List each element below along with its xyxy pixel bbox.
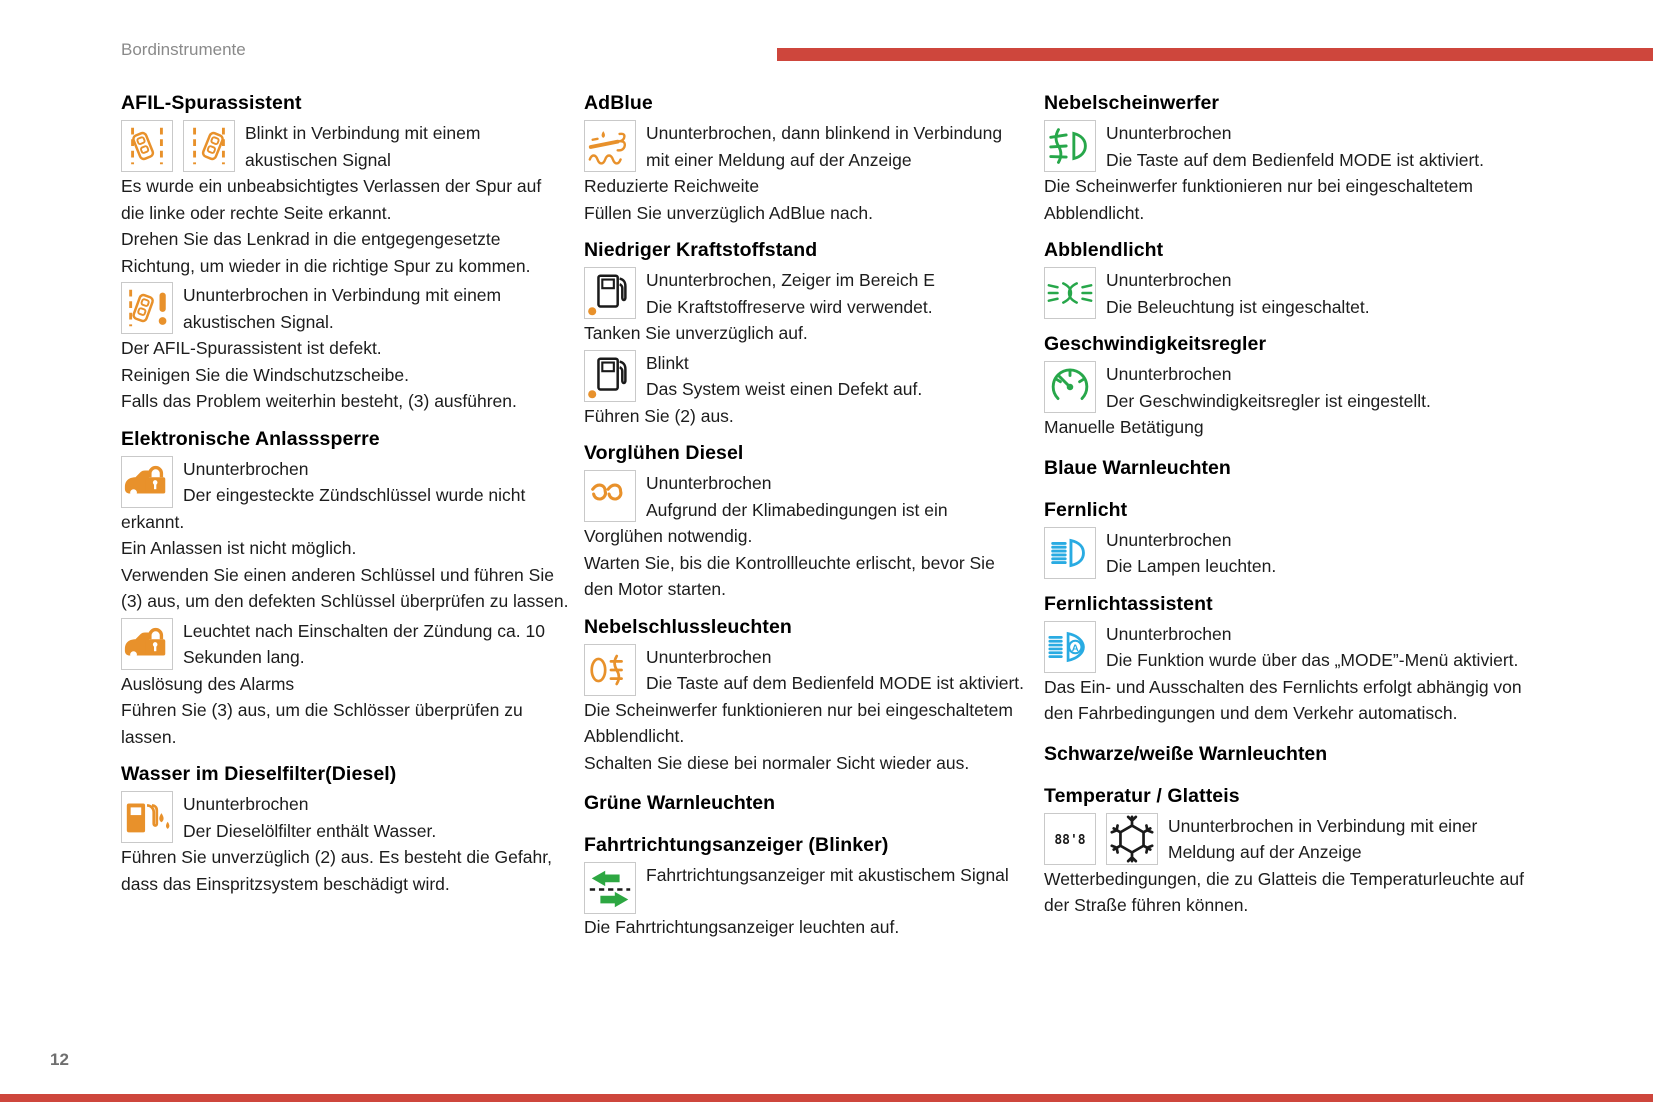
- glow-plug-icon: [584, 470, 636, 522]
- indicator-text: Aufgrund der Klimabedingungen ist ein Vorglühen notwendig.: [584, 499, 948, 546]
- section-title: Elektronische Anlasssperre: [121, 427, 380, 450]
- temperature-display-icon: [1044, 813, 1096, 865]
- section-title: Temperatur / Glatteis: [1044, 784, 1240, 807]
- paragraph: Die Scheinwerfer funktionieren nur bei eingeschaltetem Abblendlicht.: [584, 699, 1013, 746]
- indicator-entry: [1044, 267, 1544, 320]
- indicator-text: Der eingesteckte Zündschlüssel wurde nicht erkannt.: [121, 485, 526, 532]
- indicator-entry: [121, 618, 569, 671]
- indicator-text: Ununterbrochen in Verbindung mit einer Meldung auf der Anzeige: [1168, 815, 1478, 862]
- page-title: Bordinstrumente: [121, 40, 246, 59]
- high-beam-assist-icon: [1044, 621, 1096, 673]
- section-title: Fernlichtassistent: [1044, 592, 1213, 615]
- indicator-entry: [584, 350, 1027, 403]
- indicator-entry: [584, 644, 1027, 697]
- low-beam-icon: [1044, 267, 1096, 319]
- immobilizer-icon: [121, 618, 173, 670]
- section-title: AFIL-Spurassistent: [121, 92, 302, 114]
- svg-text:A: A: [1071, 642, 1079, 654]
- paragraph: Füllen Sie unverzüglich AdBlue nach.: [584, 202, 873, 223]
- paragraph: Manuelle Betätigung: [1044, 417, 1204, 437]
- indicator-text: Die Funktion wurde über das „MODE”-Menü aktiviert.: [1106, 650, 1519, 670]
- paragraph: Die Scheinwerfer funktionieren nur bei eingeschaltetem Abblendlicht.: [1044, 176, 1473, 223]
- indicator-text: Ununterbrochen in Verbindung mit einem akustischen Signal.: [183, 285, 502, 332]
- section-title: Abblendlicht: [1044, 239, 1164, 261]
- paragraph: Schalten Sie diese bei normaler Sicht wieder aus.: [584, 752, 970, 773]
- column-1: [121, 92, 569, 897]
- paragraph: Es wurde ein unbeabsichtigtes Verlassen der Spur auf die linke oder rechte Seite erkannt.: [121, 176, 542, 223]
- section-title: Fernlicht: [1044, 498, 1128, 521]
- lane-departure-left-icon: [121, 120, 173, 172]
- indicator-text: Blinkt in Verbindung mit einem akustischen Signal: [245, 123, 481, 170]
- page-number: 12: [50, 1050, 69, 1069]
- adblue-icon: [584, 120, 636, 172]
- indicator-text: Blinkt: [646, 352, 689, 373]
- temperature-display-value: 88'8: [1054, 832, 1086, 848]
- section-title: AdBlue: [584, 92, 653, 114]
- indicator-text: Die Taste auf dem Bedienfeld MODE ist aktiviert.: [646, 673, 1025, 693]
- paragraph: Tanken Sie unverzüglich auf.: [584, 323, 808, 343]
- bottom-accent-bar: [0, 1094, 1653, 1102]
- indicator-entry: [121, 791, 569, 844]
- indicator-text: Ununterbrochen: [1106, 364, 1232, 384]
- indicator-entry: [1044, 813, 1544, 866]
- indicator-text: Ununterbrochen: [1106, 270, 1232, 290]
- indicator-text: Ununterbrochen: [1106, 623, 1232, 644]
- indicator-entry: [121, 120, 569, 173]
- section-title: Niedriger Kraftstoffstand: [584, 239, 818, 261]
- lane-departure-fault-icon: [121, 282, 173, 334]
- indicator-text: Der Dieselölfilter enthält Wasser.: [183, 820, 437, 841]
- indicator-text: Ununterbrochen: [183, 458, 309, 479]
- indicator-text: Die Lampen leuchten.: [1106, 556, 1277, 576]
- indicator-entry: [1044, 621, 1544, 674]
- indicator-entry: [584, 862, 1027, 889]
- rear-fog-lights-icon: [584, 644, 636, 696]
- group-title: Grüne Warnleuchten: [584, 792, 776, 814]
- paragraph: Reinigen Sie die Windschutzscheibe.: [121, 364, 409, 385]
- paragraph: Der AFIL-Spurassistent ist defekt.: [121, 338, 382, 358]
- paragraph: Drehen Sie das Lenkrad in die entgegengesetzte Richtung, um wieder in die richtige Spur zu kommen.: [121, 229, 531, 276]
- indicator-entry: [1044, 361, 1544, 414]
- indicator-text: Die Kraftstoffreserve wird verwendet.: [646, 296, 933, 317]
- turn-signals-icon: [584, 862, 636, 914]
- indicator-text: Ununterbrochen: [1106, 123, 1232, 143]
- indicator-text: Fahrtrichtungsanzeiger mit akustischem Signal: [646, 865, 1009, 885]
- section-title: Nebelschlussleuchten: [584, 615, 792, 638]
- lane-departure-right-icon: [183, 120, 235, 172]
- paragraph: Reduzierte Reichweite: [584, 176, 760, 196]
- high-beam-icon: [1044, 527, 1096, 579]
- snowflake-icon: [1106, 813, 1158, 865]
- paragraph: Führen Sie (3) aus, um die Schlösser überprüfen zu lassen.: [121, 700, 523, 747]
- paragraph: Warten Sie, bis die Kontrollleuchte erlischt, bevor Sie den Motor starten.: [584, 552, 995, 599]
- indicator-text: Der Geschwindigkeitsregler ist eingestellt.: [1106, 390, 1431, 411]
- paragraph: Ein Anlassen ist nicht möglich.: [121, 538, 357, 558]
- low-fuel-icon: [584, 350, 636, 402]
- section-title: Nebelscheinwerfer: [1044, 92, 1220, 114]
- indicator-text: Ununterbrochen, Zeiger im Bereich E: [646, 270, 935, 290]
- group-title: Blaue Warnleuchten: [1044, 456, 1231, 479]
- low-fuel-icon: [584, 267, 636, 319]
- paragraph: Führen Sie unverzüglich (2) aus. Es besteht die Gefahr, dass das Einspritzsystem beschädigt wird.: [121, 847, 552, 894]
- indicator-text: Ununterbrochen: [646, 473, 772, 493]
- paragraph: Das Ein- und Ausschalten des Fernlichts erfolgt abhängig von den Fahrbedingungen und dem Verkehr automatisch.: [1044, 676, 1522, 723]
- indicator-entry: [1044, 527, 1544, 580]
- indicator-entry: [121, 456, 569, 536]
- paragraph: Falls das Problem weiterhin besteht, (3) ausführen.: [121, 391, 517, 411]
- section-title: Fahrtrichtungsanzeiger (Blinker): [584, 834, 889, 856]
- indicator-text: Ununterbrochen: [646, 646, 772, 667]
- column-3: [1044, 92, 1544, 919]
- indicator-entry: [121, 282, 569, 335]
- paragraph: Wetterbedingungen, die zu Glatteis die Temperaturleuchte auf der Straße führen können.: [1044, 868, 1524, 915]
- section-title: Vorglühen Diesel: [584, 442, 744, 464]
- cruise-control-icon: [1044, 361, 1096, 413]
- indicator-text: Die Beleuchtung ist eingeschaltet.: [1106, 296, 1370, 317]
- indicator-entry: [584, 267, 1027, 320]
- indicator-text: Ununterbrochen, dann blinkend in Verbindung mit einer Meldung auf der Anzeige: [646, 123, 1003, 170]
- indicator-text: Ununterbrochen: [1106, 529, 1232, 550]
- indicator-entry: [584, 120, 1027, 173]
- front-fog-lights-icon: [1044, 120, 1096, 172]
- indicator-text: Die Taste auf dem Bedienfeld MODE ist aktiviert.: [1106, 149, 1485, 170]
- immobilizer-icon: [121, 456, 173, 508]
- paragraph: Verwenden Sie einen anderen Schlüssel und führen Sie (3) aus, um den defekten Schlüssel überprüfen zu lassen.: [121, 564, 569, 611]
- group-title: Schwarze/weiße Warnleuchten: [1044, 742, 1328, 765]
- paragraph: Führen Sie (2) aus.: [584, 405, 734, 426]
- paragraph: Die Fahrtrichtungsanzeiger leuchten auf.: [584, 917, 900, 937]
- indicator-text: Das System weist einen Defekt auf.: [646, 379, 923, 399]
- indicator-entry: [584, 470, 1027, 550]
- section-title: Wasser im Dieselfilter(Diesel): [121, 763, 397, 785]
- indicator-text: Leuchtet nach Einschalten der Zündung ca. 10 Sekunden lang.: [183, 620, 545, 667]
- column-2: [584, 92, 1027, 941]
- paragraph: Auslösung des Alarms: [121, 673, 295, 694]
- section-title: Geschwindigkeitsregler: [1044, 333, 1267, 355]
- top-accent-bar: [777, 48, 1653, 61]
- indicator-text: Ununterbrochen: [183, 794, 309, 814]
- water-in-diesel-filter-icon: [121, 791, 173, 843]
- indicator-entry: [1044, 120, 1544, 173]
